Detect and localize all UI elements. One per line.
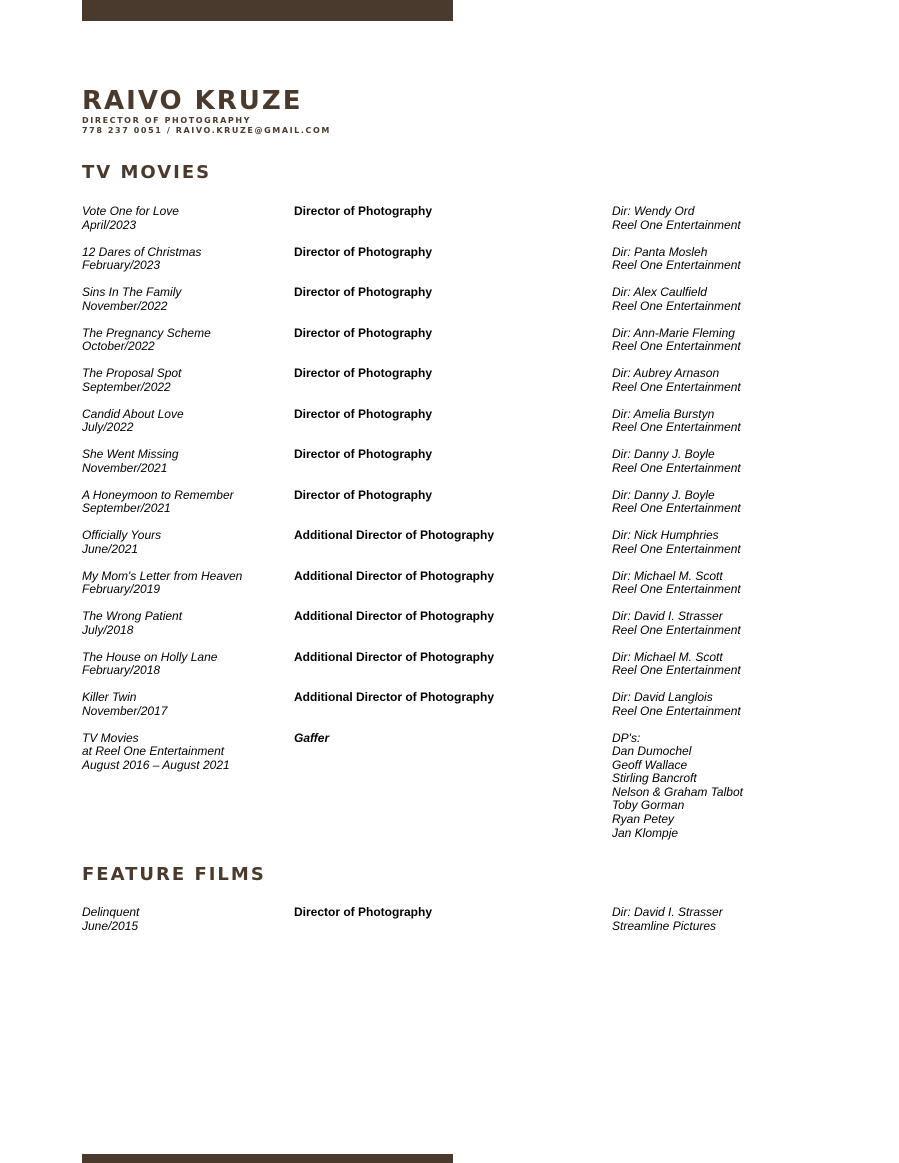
credit-company: Reel One Entertainment <box>612 460 741 475</box>
dp-name: Toby Gorman <box>612 798 685 813</box>
credit-director: Dir: Nick Humphries <box>612 528 719 542</box>
credit-director: Dir: Danny J. Boyle <box>612 487 715 502</box>
credit-role: Director of Photography <box>294 244 433 259</box>
credit-role: Director of Photography <box>294 406 433 421</box>
credit-director: Dir: Aubrey Arnason <box>612 366 720 380</box>
section-title-feature-films: FEATURE FILMS <box>82 864 266 885</box>
credit-company: Reel One Entertainment <box>612 379 741 394</box>
credit-company: Reel One Entertainment <box>612 420 741 435</box>
credit-date: June/2015 <box>82 918 139 933</box>
credit-title-col <box>82 570 242 597</box>
credit-director-col <box>612 246 741 273</box>
credit-title: A Honeymoon to Remember <box>82 487 234 502</box>
contact-info: 778 237 0051 / RAIVO.KRUZE@GMAIL.COM <box>82 126 331 135</box>
credit-title-col <box>82 651 217 678</box>
credit-company: Reel One Entertainment <box>612 703 741 718</box>
credit-director-col <box>612 205 741 232</box>
credit-title-col <box>82 448 179 475</box>
dp-name: Geoff Wallace <box>612 757 688 772</box>
credit-company: Streamline Pictures <box>612 918 717 933</box>
dp-name: Ryan Petey <box>612 812 675 827</box>
credit-title-col <box>82 205 179 232</box>
credit-director: Dir: David I. Strasser <box>612 905 723 919</box>
credit-title: The Pregnancy Scheme <box>82 325 211 340</box>
credit-entry <box>0 906 899 947</box>
credit-director-col <box>612 610 741 637</box>
credit-director-col <box>612 570 741 597</box>
credit-entry <box>0 205 899 246</box>
credit-director-col <box>612 367 741 394</box>
credit-title-col <box>82 327 211 354</box>
credit-director-col <box>612 529 741 556</box>
credit-entry <box>0 691 899 732</box>
dp-name: Nelson & Graham Talbot <box>612 784 743 799</box>
credit-role: Additional Director of Photography <box>294 568 494 583</box>
credit-role: Director of Photography <box>294 285 433 299</box>
credit-director: Dir: Alex Caulfield <box>612 285 707 299</box>
gaffer-subtitle: at Reel One Entertainment <box>82 744 225 759</box>
credit-director-col <box>612 906 723 933</box>
credit-date: November/2022 <box>82 298 168 313</box>
credit-company: Reel One Entertainment <box>612 217 741 232</box>
credit-entry <box>0 610 899 651</box>
credit-date: July/2018 <box>82 622 134 637</box>
credit-title-col <box>82 489 234 516</box>
credit-director-col <box>612 448 741 475</box>
credit-role: Additional Director of Photography <box>294 690 494 704</box>
gaffer-dps-col <box>612 732 743 841</box>
credit-role: Director of Photography <box>294 204 433 218</box>
dps-label: DP's: <box>612 730 641 745</box>
credit-date: July/2022 <box>82 420 134 435</box>
credit-title-col <box>82 691 167 718</box>
job-title: DIRECTOR OF PHOTOGRAPHY <box>82 116 252 125</box>
gaffer-dates: August 2016 – August 2021 <box>82 757 230 772</box>
credit-title-col <box>82 906 139 933</box>
credit-title-col <box>82 408 184 435</box>
gaffer-title: TV Movies <box>82 730 139 745</box>
credit-director-col <box>612 651 741 678</box>
dp-name: Dan Dumochel <box>612 744 692 759</box>
credit-title: Vote One for Love <box>82 204 179 218</box>
credit-date: October/2022 <box>82 339 155 354</box>
gaffer-role: Gaffer <box>294 730 330 745</box>
credit-role: Director of Photography <box>294 487 433 502</box>
credit-director-col <box>612 327 741 354</box>
credit-role: Director of Photography <box>294 325 433 340</box>
credit-date: November/2017 <box>82 703 168 718</box>
credit-director: Dir: David Langlois <box>612 690 713 704</box>
credit-entry <box>0 489 899 530</box>
credit-director: Dir: Danny J. Boyle <box>612 447 715 461</box>
credit-entry <box>0 529 899 570</box>
credit-entry <box>0 408 899 449</box>
gaffer-title-col <box>82 732 230 773</box>
credit-title: 12 Dares of Christmas <box>82 244 202 259</box>
credit-title-col <box>82 529 161 556</box>
credit-company: Reel One Entertainment <box>612 541 741 556</box>
credit-entry <box>0 448 899 489</box>
credit-title-col <box>82 367 181 394</box>
credit-role: Additional Director of Photography <box>294 609 494 623</box>
credit-title: The Wrong Patient <box>82 609 183 623</box>
credit-director: Dir: Panta Mosleh <box>612 244 708 259</box>
dp-name: Stirling Bancroft <box>612 771 697 786</box>
credit-director-col <box>612 408 741 435</box>
credit-title: Candid About Love <box>82 406 184 421</box>
credit-date: June/2021 <box>82 541 139 556</box>
credit-entry <box>0 246 899 287</box>
credit-date: September/2022 <box>82 379 171 394</box>
credit-title: Sins In The Family <box>82 285 182 299</box>
credit-title: Killer Twin <box>82 690 137 704</box>
credit-entry <box>0 367 899 408</box>
credit-title-col <box>82 246 201 273</box>
credit-role: Director of Photography <box>294 366 433 380</box>
credit-title: Delinquent <box>82 905 140 919</box>
credit-date: February/2023 <box>82 258 161 273</box>
credit-role: Director of Photography <box>294 447 433 461</box>
credit-company: Reel One Entertainment <box>612 622 741 637</box>
credit-date: April/2023 <box>82 217 137 232</box>
credit-date: November/2021 <box>82 460 168 475</box>
credit-role: Additional Director of Photography <box>294 528 494 542</box>
credit-director: Dir: Wendy Ord <box>612 204 695 218</box>
bottom-accent-bar <box>82 1154 453 1163</box>
credit-company: Reel One Entertainment <box>612 582 741 597</box>
credit-company: Reel One Entertainment <box>612 663 741 678</box>
credit-title: The Proposal Spot <box>82 366 182 380</box>
credit-director: Dir: Michael M. Scott <box>612 568 723 583</box>
credit-entry <box>0 651 899 692</box>
credit-date: February/2019 <box>82 582 161 597</box>
credit-title: My Mom's Letter from Heaven <box>82 568 243 583</box>
credit-director-col <box>612 489 741 516</box>
credit-director: Dir: Amelia Burstyn <box>612 406 715 421</box>
credit-title-col <box>82 286 181 313</box>
dp-name: Jan Klompje <box>612 825 679 840</box>
credit-director: Dir: Michael M. Scott <box>612 649 723 664</box>
credit-title: The House on Holly Lane <box>82 649 218 664</box>
top-accent-bar <box>82 0 453 21</box>
credit-director-col <box>612 286 741 313</box>
credit-title-col <box>82 610 182 637</box>
credit-company: Reel One Entertainment <box>612 298 741 313</box>
credit-role: Additional Director of Photography <box>294 649 494 664</box>
person-name: RAIVO KRUZE <box>82 86 303 116</box>
credit-entry <box>0 327 899 368</box>
credit-entry <box>0 286 899 327</box>
credit-entry <box>0 570 899 611</box>
credit-company: Reel One Entertainment <box>612 258 741 273</box>
credit-company: Reel One Entertainment <box>612 339 741 354</box>
credit-director: Dir: David I. Strasser <box>612 609 723 623</box>
credit-title: Officially Yours <box>82 528 162 542</box>
credit-date: February/2018 <box>82 663 161 678</box>
tv-movies-list <box>0 204 899 840</box>
section-title-tv-movies: TV MOVIES <box>82 162 212 183</box>
credit-title: She Went Missing <box>82 447 179 461</box>
resume-header <box>82 86 331 136</box>
credit-director-col <box>612 691 741 718</box>
credit-role: Director of Photography <box>294 905 433 919</box>
feature-films-list <box>0 906 899 947</box>
credit-director: Dir: Ann-Marie Fleming <box>612 325 735 340</box>
credit-date: September/2021 <box>82 501 171 516</box>
credit-company: Reel One Entertainment <box>612 501 741 516</box>
